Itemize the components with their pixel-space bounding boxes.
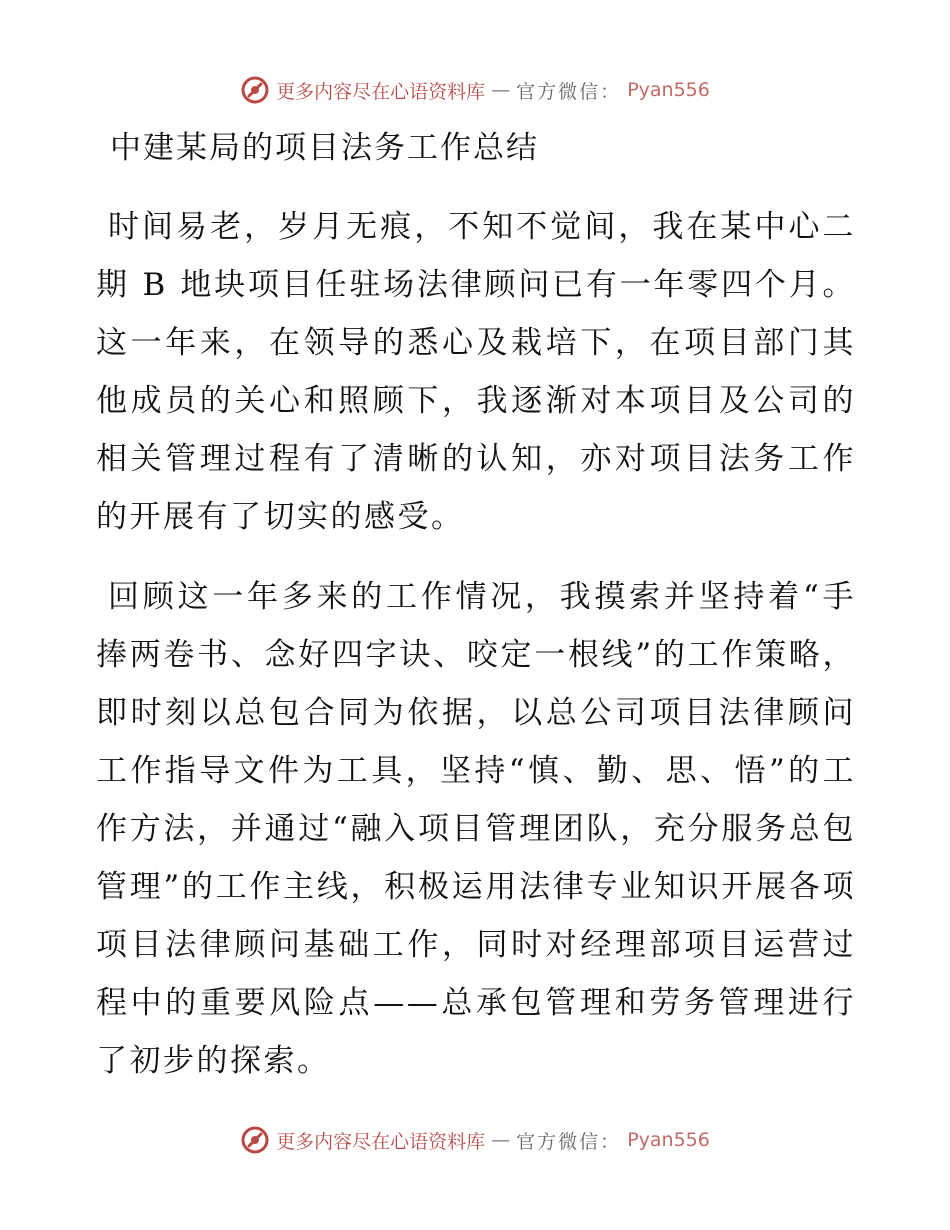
document-body bbox=[96, 126, 856, 1112]
footer-banner-text: 更多内容尽在心语资料库 bbox=[276, 1130, 486, 1153]
header-banner-separator: — bbox=[491, 79, 511, 101]
logo-icon bbox=[240, 1125, 270, 1155]
footer-banner-separator: — bbox=[491, 1129, 511, 1151]
footer-banner-label: 官方微信： bbox=[516, 1130, 622, 1153]
header-banner-text: 更多内容尽在心语资料库 bbox=[276, 80, 486, 103]
footer-banner-id: Pyan556 bbox=[627, 1129, 710, 1151]
footer-banner bbox=[0, 1120, 950, 1160]
header-banner-content bbox=[240, 75, 710, 105]
header-banner bbox=[0, 70, 950, 110]
header-banner-id: Pyan556 bbox=[627, 79, 710, 101]
paragraph: 回顾这一年多来的工作情况，我摸索并坚持着“手捧两卷书、念好四字诀、咬定一根线”的工作策略，即时刻以总包合同为依据，以总公司项目法律顾问工作指导文件为工具，坚持“慎、勤、思、悟”的工作方法，并通过“融入项目管理团队，充分服务总包管理”的工作主线，积极运用法律专业知识开展各项项目法律顾问基础工作，同时对经理部项目运营过程中的重要风险点——总承包管理和劳务管理进行了初步的探索。 bbox=[96, 579, 856, 1079]
paragraph: 时间易老，岁月无痕，不知不觉间，我在某中心二期 B 地块项目任驻场法律顾问已有一年零四个月。这一年来，在领导的悉心及栽培下，在项目部门其他成员的关心和照顾下，我逐渐对本项目及公司的相关管理过程有了清晰的认知，亦对项目法务工作的开展有了切实的感受。 bbox=[96, 209, 856, 535]
document-title: 中建某局的项目法务工作总结 bbox=[110, 130, 539, 166]
header-banner-label: 官方微信： bbox=[516, 80, 622, 103]
footer-banner-content bbox=[240, 1125, 710, 1155]
logo-icon bbox=[240, 75, 270, 105]
